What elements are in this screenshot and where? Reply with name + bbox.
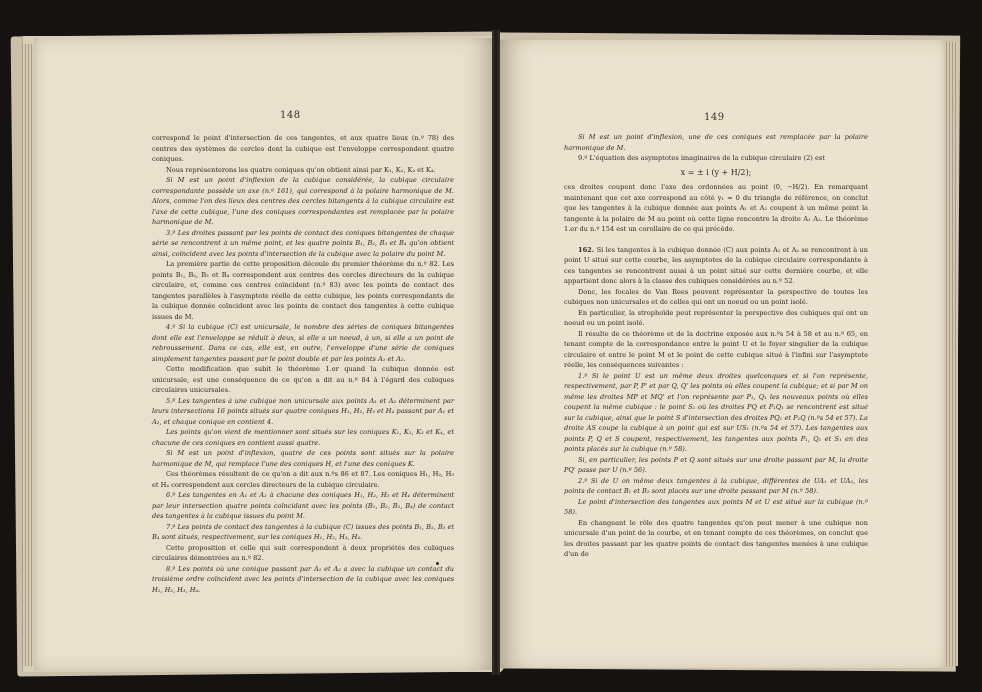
paragraph: x = ± i (y + H/2);	[680, 167, 752, 177]
paragraph: La première partie de cette proposition découle du premier théorème du n.º 82. Les points B₁, B₂, B₃ et B₄ correspondent aux centres des cercles directeurs de la cubique circulaire, et, comme ces centres coïncident (n.º 83) avec les points de contact des tangentes parallèles à l'asymptote réelle de cette cubique, les points correspondants de la cubique donnée coïncident avec les points de contact des tangentes à cette cubique issues de M.	[152, 260, 454, 321]
right-page-number: 149	[704, 112, 725, 123]
left-page-text	[152, 133, 454, 595]
paragraph: 6.º Les tangentes en A₁ et A₂ à chacune des coniques H₁, H₂, H₃ et H₄ déterminent par leur intersection quatre points coïncidant avec les points (B₁, B₂, B₃, B₄) de contact des tangentes à la cubique issues du point M.	[152, 491, 454, 520]
paragraph: Nous représenterons les quatre coniques qu'on obtient ainsi par K₁, K₂, K₃ et K₄.	[166, 165, 436, 174]
paragraph: 9.º L'équation des asymptotes imaginaires de la cubique circulaire (2) est	[578, 154, 825, 162]
book-gutter	[492, 30, 500, 675]
right-page-text	[564, 132, 868, 560]
paragraph: 2.º Si de U on même deux tangentes à la cubique, différentes de UA₁ et UA₂, les points de contact B₁ et B₂ sont placés sur une droite passant par M (n.º 58).	[564, 476, 868, 495]
paragraph: 7.º Les points de contact des tangentes à la cubique (C) issues des points B₁, B₂, B₃ et B₄ sont situés, respectivement, sur les coniques H₁, H₂, H₃, H₄.	[152, 522, 454, 541]
left-page	[34, 38, 496, 670]
paragraph: Cette proposition et celle qui suit correspondent à deux propriétés des cubiques circulaires démontrées au n.º 82.	[152, 543, 454, 562]
paragraph: correspond le point d'intersection de ces tangentes, et aux quatre lieux (n.º 78) des centres des systèmes de cercles dont la cubique est l'enveloppe correspondent quatre coniques.	[152, 134, 454, 163]
paragraph: En particulier, la strophoïde peut représenter la perspective des cubiques qui ont un noeud ou un point isolé.	[564, 308, 868, 327]
right-page-edges	[944, 42, 958, 666]
paragraph: Si M est un point d'inflexion de la cubique considérée, la cubique circulaire correspondante possède un axe (n.º 161), qui correspond à la polaire harmonique de M. Alors, comme l'on des lieux des centres des cercles bitangents à la cubique circulaire est l'axe de cette cubique, l'une des coniques correspondantes est remplacée par la polaire harmonique de M.	[152, 176, 454, 226]
paragraph: Ces théorèmes résultent de ce qu'on a dit aux n.ºs 86 et 87. Les coniques H₁, H₂, H₃ et H₄ correspondent aux cercles directeurs de la cubique circulaire.	[152, 470, 454, 489]
paragraph: 3.º Les droites passant par les points de contact des coniques bitangentes de chaque série se rencontrent à un même point, et les quatre points B₁, B₂, B₃ et B₄ qu'on obtient ainsi, coïncident avec les points d'intersection de la cubique avec la polaire du point M.	[152, 228, 454, 258]
paragraph: Les points qu'on vient de mentionner sont situés sur les coniques K₁, K₂, K₃ et K₄, et chacune de ces coniques en contient aussi quatre.	[152, 428, 454, 447]
paragraph: Il résulte de ce théorème et de la doctrine exposée aux n.ºs 54 à 58 et au n.º 65, en tenant compte de la correspondance entre le point U et le foyer singulier de la cubique circulaire et entre le point M et le point de cette cubique situé à l'infini sur l'asymptote réelle, les conséquences suivantes :	[564, 329, 868, 369]
left-page-number: 148	[280, 110, 301, 121]
paragraph: 8.º Les points où une conique passant par A₁ et A₂ a avec la cubique un contact du troisième ordre coïncident avec les points d'intersection de la cubique avec les coniques H₁, H₂, H₃, H₄.	[152, 564, 454, 594]
paragraph: Cette modification que subit le théorème 1.er quand la cubique donnée est unicursale, est une conséquence de ce qu'on a dit au n.º 84 à l'égard des cubiques circulaires unicursales.	[152, 365, 454, 394]
paragraph: 1.º Si le point U est un même deux droites quelconques et si l'on représente, respectivement, par P, P' et par Q, Q' les points où elles coupent la cubique; et si par M on même les droites MP et MQ' et l'on représente par P₁, Q₁ les nouveaux points où elles coupent la même cubique : le point S₁ où les droites PQ et P₁Q₁ se rencontrent est situé sur la cubique, ainsi que le point S d'intersection des droites PQ₁ et P₁Q (n.ºs 54 et 57). La droite AS coupe la cubique à un point qui est sur US₁ (n.ºs 54 et 57). Les tangentes aux points P, Q et S coupent, respectivement, les tangentes aux points P₁, Q₁ et S₁ en des points placés sur la cubique (n.º 58).	[564, 371, 868, 453]
paragraph: 4.º Si la cubique (C) est unicursale, le nombre des séries de coniques bitangentes dont elle est l'enveloppe se réduit à deux, si elle a un noeud, à un, si elle a un point de rebroussement. Dans ce cas, elle est, en outre, l'enveloppe d'une série de coniques simplement tangentes passant par le point double et par les points A₁ et A₂.	[152, 323, 454, 363]
paragraph: En changeant le rôle des quatre tangentes qu'on peut mener à une cubique non unicursale d'un point de la courbe, et en tenant compte de ces théorèmes, on conclut que les droites passant par les quatre points de contact des tangentes menées à une cubique d'un de	[564, 518, 868, 558]
paragraph: Si, en particulier, les points P et Q sont situés sur une droite passant par M, la droite PQ' passe par U (n.º 56).	[564, 455, 868, 474]
paragraph: Donc, les focales de Van Rees peuvent représenter la perspective de toutes les cubiques non unicursales et de celles qui ont un noeud ou un point isolé.	[564, 287, 868, 306]
paragraph: ces droites coupent donc l'axe des ordonnées au point (0, −H/2). En remarquant maintenant que cet axe correspond au côté y₁ = 0 du triangle de référence, on conclut que les tangentes à la cubique donnée aux points A₁ et A₂ coupent à un même point la tangente à la polaire de M au point où cette ligne rencontre la droite A₁ A₂. Le théorème 1.er du n.º 154 est un corollaire de ce qui précède.	[564, 183, 868, 233]
section-gap	[564, 235, 868, 245]
paragraph: Le point d'intersection des tangentes aux points M et U est situé sur la cubique (n.º 58).	[564, 497, 868, 516]
section-text: Si les tangentes à la cubique donnée (C) aux points A₁ et A₂ se rencontrent à un point U situé sur cette courbe, les asymptotes de la cubique circulaire correspondante à ces tangentes se rencontrent aussi à un point situé sur cette dernière courbe, et elle appartient donc alors à la classe des cubiques considérées au n.º 52.	[564, 245, 868, 285]
paragraph	[564, 245, 868, 287]
paragraph: Si M est un point d'inflexion, une de ces coniques est remplacée par la polaire harmonique de M.	[564, 133, 868, 152]
section-number: 162.	[578, 245, 597, 254]
ink-dot	[436, 562, 439, 565]
right-page	[496, 40, 944, 668]
paragraph: Si M est un point d'inflexion, quatre de ces points sont situés sur la polaire harmonique de M, qui remplace l'une des coniques H, et l'une des coniques K.	[152, 449, 454, 468]
paragraph: 5.º Les tangentes à une cubique non unicursale aux points A₁ et A₂ déterminent par leurs intersections 16 points situés sur quatre coniques H₁, H₂, H₃ et H₄ passant par A₁ et A₂, et chaque conique en contient 4.	[152, 396, 454, 426]
